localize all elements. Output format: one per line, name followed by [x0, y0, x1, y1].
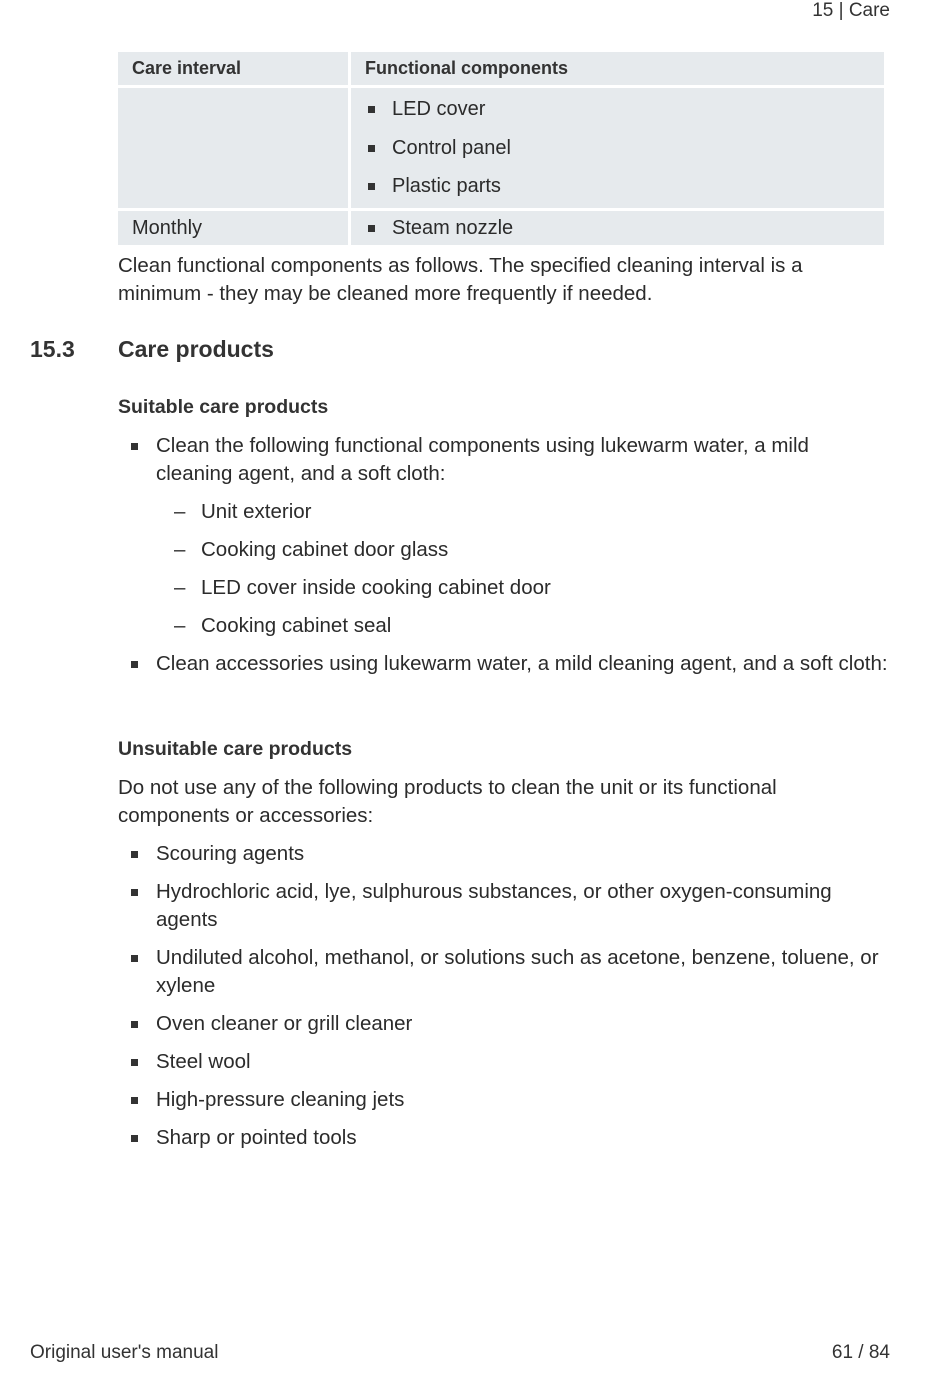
table-cell-components [351, 88, 884, 208]
unsuitable-list [118, 840, 888, 1162]
section-title: Care products [118, 336, 274, 362]
list-item: Clean accessories using lukewarm water, a mild cleaning agent, and a soft cloth: [118, 650, 888, 678]
suitable-list [118, 432, 888, 688]
list-item: Scouring agents [118, 840, 888, 868]
table-cell-interval: Monthly [118, 211, 348, 245]
footer-manual-title: Original user's manual [30, 1342, 219, 1363]
list-item: High-pressure cleaning jets [118, 1086, 888, 1114]
list-item: Oven cleaner or grill cleaner [118, 1010, 888, 1038]
list-item: LED cover [365, 92, 870, 131]
list-item: Control panel [365, 131, 870, 170]
table-cell-interval-empty [118, 88, 348, 208]
list-item: Hydrochloric acid, lye, sulphurous substances, or other oxygen-consuming agents [118, 878, 888, 934]
table-header-care-interval: Care interval [118, 52, 348, 85]
sub-list-item: – LED cover inside cooking cabinet door [156, 574, 888, 602]
table-header-functional-components: Functional components [351, 52, 884, 85]
unsuitable-heading: Unsuitable care products [118, 738, 353, 760]
suitable-heading: Suitable care products [118, 396, 329, 418]
page-number: 61 / 84 [831, 1342, 890, 1363]
table-row [118, 88, 884, 208]
sub-list-item: – Unit exterior [156, 498, 888, 526]
intro-paragraph: Clean functional components as follows. The specified cleaning interval is a minimum - they may be cleaned more frequently if needed. [118, 254, 803, 305]
sub-list-item: – Cooking cabinet door glass [156, 536, 888, 564]
unsuitable-intro: Do not use any of the following products to clean the unit or its functional components or accessories: [118, 776, 777, 827]
running-header: 15 | Care [812, 0, 890, 21]
list-item: Sharp or pointed tools [118, 1124, 888, 1152]
section-number: 15.3 [30, 336, 75, 362]
table-row [118, 211, 884, 245]
list-item [118, 432, 888, 640]
list-item: Steel wool [118, 1048, 888, 1076]
sub-list-item: – Cooking cabinet seal [156, 612, 888, 640]
list-item-text: Clean the following functional components using lukewarm water, a mild cleaning agent, and a soft cloth: [156, 434, 809, 485]
table-cell-components [351, 211, 884, 245]
list-item: Steam nozzle [365, 211, 870, 245]
list-item: Plastic parts [365, 169, 870, 208]
list-item: Undiluted alcohol, methanol, or solutions such as acetone, benzene, toluene, or xylene [118, 944, 888, 1000]
care-interval-table [115, 49, 887, 248]
